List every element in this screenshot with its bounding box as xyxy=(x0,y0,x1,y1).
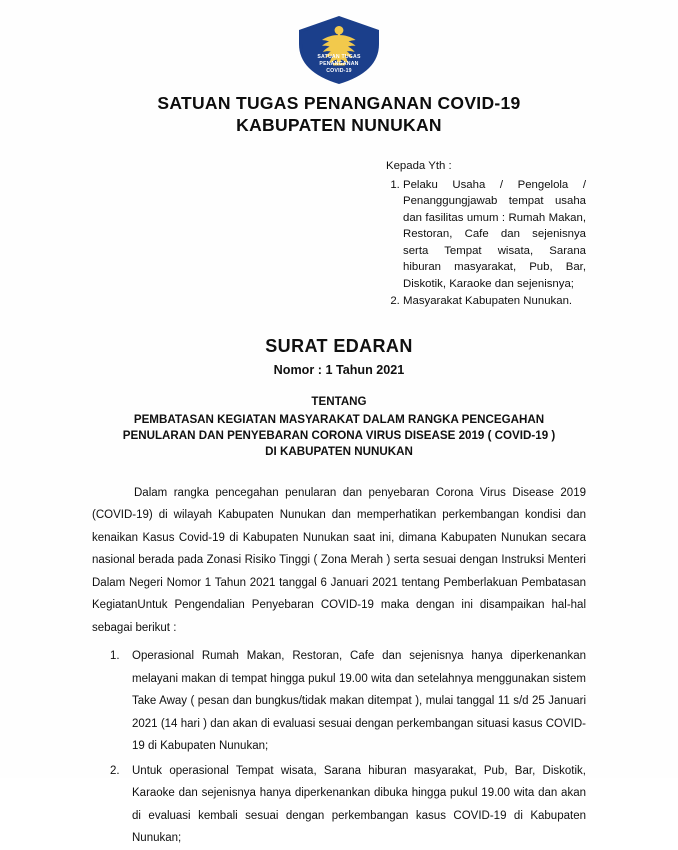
addressee-block xyxy=(386,158,586,310)
body-numbered-list xyxy=(110,645,586,850)
emblem-label-line1: SATUAN TUGAS xyxy=(317,54,361,60)
list-item: 2. Masyarakat Kabupaten Nunukan. xyxy=(403,293,586,310)
org-title-line2: KABUPATEN NUNUKAN xyxy=(236,115,442,135)
letter-title: SURAT EDARAN xyxy=(265,335,413,356)
org-title-line1: SATUAN TUGAS PENANGANAN COVID-19 xyxy=(157,93,521,113)
emblem-container xyxy=(0,0,678,86)
emblem-label-line2: PENANGANAN xyxy=(319,61,359,67)
shield-icon xyxy=(295,14,383,86)
body-paragraph-text: Dalam rangka pencegahan penularan dan penyebaran Corona Virus Disease 2019 (COVID-19) di wilayah Kabupaten Nunukan dan memperhatikan perkembangan kondisi dan kenaikan Kasus Covid-19 di Kabupaten Nunukan saat ini, dimana Kabupaten Nunukan secara nasional berada pada Zonasi Risiko Tinggi ( Zona Merah ) serta sesuai dengan Instruksi Menteri Dalam Negeri Nomor 1 Tahun 2021 tanggal 6 Januari 2021 tentang Pemberlakuan Pembatasan KegiatanUntuk Pengendalian Penyebaran COVID-19 maka dengan ini disampaikan hal-hal sebagai berikut : xyxy=(92,486,586,634)
body-paragraph xyxy=(92,482,586,640)
list-item-text: Untuk operasional Tempat wisata, Sarana hiburan masyarakat, Pub, Bar, Diskotik, Karaoke dan sejenisnya hanya diperkenankan dibuka hingga pukul 19.00 wita dan akan di evaluasi kembali sesuai dengan perkembangan kasus COVID-19 di Kabupaten Nunukan; xyxy=(132,764,586,844)
emblem-label xyxy=(295,54,383,75)
list-item xyxy=(110,760,586,850)
letter-number: Nomor : 1 Tahun 2021 xyxy=(273,362,405,377)
addressee-list xyxy=(386,177,586,310)
letter-subject-line1: PEMBATASAN KEGIATAN MASYARAKAT DALAM RANGKA PENCEGAHAN xyxy=(133,412,545,426)
tentang-label: TENTANG xyxy=(311,394,367,408)
letter-subject-line2: PENULARAN DAN PENYEBARAN CORONA VIRUS DISEASE 2019 ( COVID-19 ) xyxy=(122,428,556,442)
emblem-label-line3: COVID-19 xyxy=(326,68,352,74)
addressee-label: Kepada Yth : xyxy=(386,160,452,172)
list-item: 1. Pelaku Usaha / Pengelola / Penanggungjawab tempat usaha dan fasilitas umum : Rumah Makan, Restoran, Cafe dan sejenisnya serta Tempat wisata, Sarana hiburan masyarakat, Pub, Bar, Diskotik, Karaoke dan sejenisnya; xyxy=(403,177,586,293)
page-title xyxy=(0,92,678,136)
list-item xyxy=(110,645,586,758)
letter-subject xyxy=(0,412,678,460)
list-item-number: 2. xyxy=(110,764,120,777)
letter-subject-line3: DI KABUPATEN NUNUKAN xyxy=(265,444,413,458)
garuda-shield-covid-logo-icon xyxy=(295,14,383,86)
list-item-number: 1. xyxy=(110,650,120,662)
list-item-text: Operasional Rumah Makan, Restoran, Cafe dan sejenisnya hanya diperkenankan melayani makan di tempat hingga pukul 19.00 wita dan setelahnya menggunakan sistem Take Away ( pesan dan bungkus/tidak makan ditempat ), mulai tanggal 11 s/d 25 Januari 2021 (14 hari ) dan akan di evaluasi sesuai dengan perkembangan situasi kasus COVID-19 di Kabupaten Nunukan; xyxy=(132,650,586,752)
